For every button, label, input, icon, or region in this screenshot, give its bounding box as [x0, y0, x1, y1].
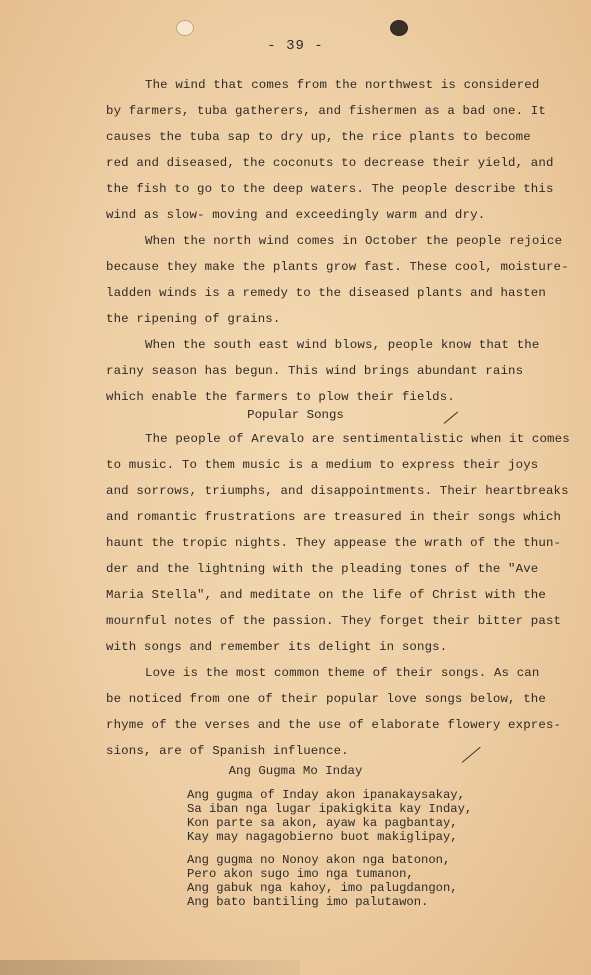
text-line: the fish to go to the deep waters. The people describe this — [106, 182, 554, 196]
text-line: be noticed from one of their popular love songs below, the — [106, 692, 546, 706]
poem-line: Ang bato bantiling imo palutawon. — [187, 895, 429, 909]
song-title: Ang Gugma Mo Inday — [228, 764, 363, 778]
punch-hole-dark — [390, 20, 408, 36]
text-line: the ripening of grains. — [106, 312, 281, 326]
section-heading: Popular Songs — [247, 408, 344, 422]
poem-line: Ang gugma of Inday akon ipanakaysakay, — [187, 788, 465, 802]
text-line: Love is the most common theme of their songs. As can — [145, 666, 540, 680]
text-line: with songs and remember its delight in songs. — [106, 640, 448, 654]
text-line: der and the lightning with the pleading tones of the "Ave — [106, 562, 539, 576]
poem-line: Ang gugma no Nonoy akon nga batonon, — [187, 853, 451, 867]
punch-hole — [176, 20, 194, 36]
poem-line: Sa iban nga lugar ipakigkita kay Inday, — [187, 802, 473, 816]
poem-line: Kay may nagagobierno buot makiglipay, — [187, 830, 458, 844]
text-line: mournful notes of the passion. They forget their bitter past — [106, 614, 562, 628]
text-line: The wind that comes from the northwest is considered — [145, 78, 540, 92]
text-line: red and diseased, the coconuts to decrease their yield, and — [106, 156, 554, 170]
text-line: When the south east wind blows, people know that the — [145, 338, 540, 352]
text-line: rhyme of the verses and the use of elaborate flowery expres- — [106, 718, 562, 732]
text-line: to music. To them music is a medium to express their joys — [106, 458, 539, 472]
poem-line: Pero akon sugo imo nga tumanon, — [187, 867, 414, 881]
text-line: and romantic frustrations are treasured in their songs which — [106, 510, 562, 524]
text-line: sions, are of Spanish influence. — [106, 744, 349, 758]
text-line: Maria Stella", and meditate on the life of Christ with the — [106, 588, 546, 602]
text-line: which enable the farmers to plow their fields. — [106, 390, 455, 404]
poem-line: Kon parte sa akon, ayaw ka pagbantay, — [187, 816, 458, 830]
text-line: wind as slow- moving and exceedingly warm and dry. — [106, 208, 486, 222]
text-line: by farmers, tuba gatherers, and fishermen as a bad one. It — [106, 104, 546, 118]
text-line: ladden winds is a remedy to the diseased plants and hasten — [106, 286, 546, 300]
text-line: When the north wind comes in October the people rejoice — [145, 234, 563, 248]
text-line: haunt the tropic nights. They appease the wrath of the thun- — [106, 536, 562, 550]
text-line: and sorrows, triumphs, and disappointments. Their heartbreaks — [106, 484, 569, 498]
text-line: The people of Arevalo are sentimentalistic when it comes — [145, 432, 570, 446]
scan-edge — [0, 960, 300, 975]
text-line: causes the tuba sap to dry up, the rice plants to become — [106, 130, 531, 144]
poem-line: Ang gabuk nga kahoy, imo palugdangon, — [187, 881, 458, 895]
text-line: rainy season has begun. This wind brings abundant rains — [106, 364, 524, 378]
text-line: because they make the plants grow fast. These cool, moisture- — [106, 260, 569, 274]
page-number: - 39 - — [267, 38, 324, 54]
